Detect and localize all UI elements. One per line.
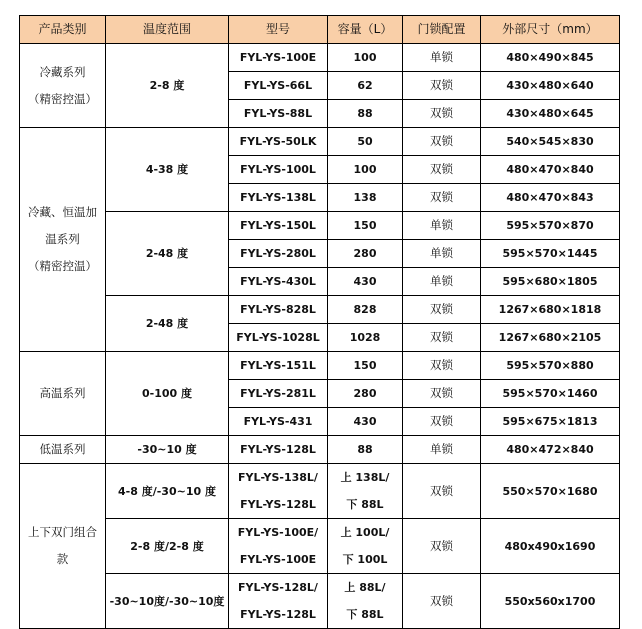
header-row — [20, 16, 620, 44]
capacity-cell: 100 — [328, 156, 403, 184]
lock-cell: 双锁 — [403, 352, 481, 380]
lock-cell: 双锁 — [403, 380, 481, 408]
temp-range-cell: 2-8 度/2-8 度 — [106, 519, 229, 574]
size-cell: 480×470×840 — [481, 156, 620, 184]
model-cell: FYL-YS-66L — [229, 72, 328, 100]
size-cell: 480×470×843 — [481, 184, 620, 212]
capacity-cell: 138 — [328, 184, 403, 212]
model-cell: FYL-YS-100L — [229, 156, 328, 184]
category-cell: 上下双门组合 款 — [20, 464, 106, 629]
size-cell: 540×545×830 — [481, 128, 620, 156]
capacity-cell: 50 — [328, 128, 403, 156]
temp-range-cell: -30~10度/-30~10度 — [106, 574, 229, 629]
table-row — [20, 128, 620, 156]
lock-cell: 单锁 — [403, 240, 481, 268]
size-cell: 595×680×1805 — [481, 268, 620, 296]
temp-range-cell: 2-8 度 — [106, 44, 229, 128]
temp-range-cell: -30~10 度 — [106, 436, 229, 464]
size-cell: 550x560x1700 — [481, 574, 620, 629]
capacity-cell: 62 — [328, 72, 403, 100]
size-cell: 1267×680×2105 — [481, 324, 620, 352]
capacity-cell: 430 — [328, 268, 403, 296]
size-cell: 480×490×845 — [481, 44, 620, 72]
size-cell: 430×480×640 — [481, 72, 620, 100]
capacity-cell: 1028 — [328, 324, 403, 352]
capacity-cell: 上 138L/ 下 88L — [328, 464, 403, 519]
capacity-cell: 上 100L/ 下 100L — [328, 519, 403, 574]
lock-cell: 双锁 — [403, 408, 481, 436]
capacity-cell: 828 — [328, 296, 403, 324]
size-cell: 1267×680×1818 — [481, 296, 620, 324]
size-cell: 595×675×1813 — [481, 408, 620, 436]
model-cell: FYL-YS-151L — [229, 352, 328, 380]
model-cell: FYL-YS-431 — [229, 408, 328, 436]
model-cell: FYL-YS-150L — [229, 212, 328, 240]
capacity-cell: 280 — [328, 380, 403, 408]
temp-range-cell: 4-38 度 — [106, 128, 229, 212]
model-cell: FYL-YS-138L — [229, 184, 328, 212]
capacity-cell: 150 — [328, 212, 403, 240]
lock-cell: 双锁 — [403, 519, 481, 574]
lock-cell: 双锁 — [403, 156, 481, 184]
lock-cell: 双锁 — [403, 296, 481, 324]
lock-cell: 单锁 — [403, 212, 481, 240]
model-cell: FYL-YS-128L/ FYL-YS-128L — [229, 574, 328, 629]
capacity-cell: 88 — [328, 100, 403, 128]
category-cell: 高温系列 — [20, 352, 106, 436]
temp-range-cell: 0-100 度 — [106, 352, 229, 436]
lock-cell: 单锁 — [403, 436, 481, 464]
model-cell: FYL-YS-280L — [229, 240, 328, 268]
temp-range-cell: 2-48 度 — [106, 296, 229, 352]
lock-cell: 双锁 — [403, 72, 481, 100]
lock-cell: 双锁 — [403, 574, 481, 629]
model-cell: FYL-YS-138L/ FYL-YS-128L — [229, 464, 328, 519]
model-cell: FYL-YS-1028L — [229, 324, 328, 352]
model-cell: FYL-YS-100E — [229, 44, 328, 72]
capacity-cell: 150 — [328, 352, 403, 380]
lock-cell: 双锁 — [403, 324, 481, 352]
category-cell: 冷藏、恒温加 温系列 （精密控温） — [20, 128, 106, 352]
spec-table — [19, 15, 620, 629]
capacity-cell: 430 — [328, 408, 403, 436]
model-cell: FYL-YS-430L — [229, 268, 328, 296]
capacity-cell: 上 88L/ 下 88L — [328, 574, 403, 629]
table-row — [20, 44, 620, 72]
capacity-cell: 100 — [328, 44, 403, 72]
header-capacity: 容量（L） — [328, 16, 403, 44]
category-cell: 冷藏系列 （精密控温） — [20, 44, 106, 128]
lock-cell: 双锁 — [403, 464, 481, 519]
capacity-cell: 280 — [328, 240, 403, 268]
header-model: 型号 — [229, 16, 328, 44]
size-cell: 480×472×840 — [481, 436, 620, 464]
table-row — [20, 574, 620, 629]
model-cell: FYL-YS-828L — [229, 296, 328, 324]
table-row — [20, 464, 620, 519]
table-row — [20, 436, 620, 464]
lock-cell: 双锁 — [403, 128, 481, 156]
header-category: 产品类别 — [20, 16, 106, 44]
size-cell: 430×480×645 — [481, 100, 620, 128]
size-cell: 550×570×1680 — [481, 464, 620, 519]
size-cell: 595×570×870 — [481, 212, 620, 240]
header-temp-range: 温度范围 — [106, 16, 229, 44]
lock-cell: 单锁 — [403, 44, 481, 72]
temp-range-cell: 4-8 度/-30~10 度 — [106, 464, 229, 519]
table-row — [20, 296, 620, 324]
size-cell: 595×570×1445 — [481, 240, 620, 268]
model-cell: FYL-YS-88L — [229, 100, 328, 128]
category-cell: 低温系列 — [20, 436, 106, 464]
size-cell: 595×570×1460 — [481, 380, 620, 408]
table-row — [20, 352, 620, 380]
lock-cell: 单锁 — [403, 268, 481, 296]
table-row — [20, 519, 620, 574]
table-row — [20, 212, 620, 240]
model-cell: FYL-YS-128L — [229, 436, 328, 464]
model-cell: FYL-YS-50LK — [229, 128, 328, 156]
model-cell: FYL-YS-281L — [229, 380, 328, 408]
size-cell: 480x490x1690 — [481, 519, 620, 574]
size-cell: 595×570×880 — [481, 352, 620, 380]
capacity-cell: 88 — [328, 436, 403, 464]
header-size: 外部尺寸（mm） — [481, 16, 620, 44]
header-lock: 门锁配置 — [403, 16, 481, 44]
model-cell: FYL-YS-100E/ FYL-YS-100E — [229, 519, 328, 574]
lock-cell: 双锁 — [403, 100, 481, 128]
lock-cell: 双锁 — [403, 184, 481, 212]
temp-range-cell: 2-48 度 — [106, 212, 229, 296]
